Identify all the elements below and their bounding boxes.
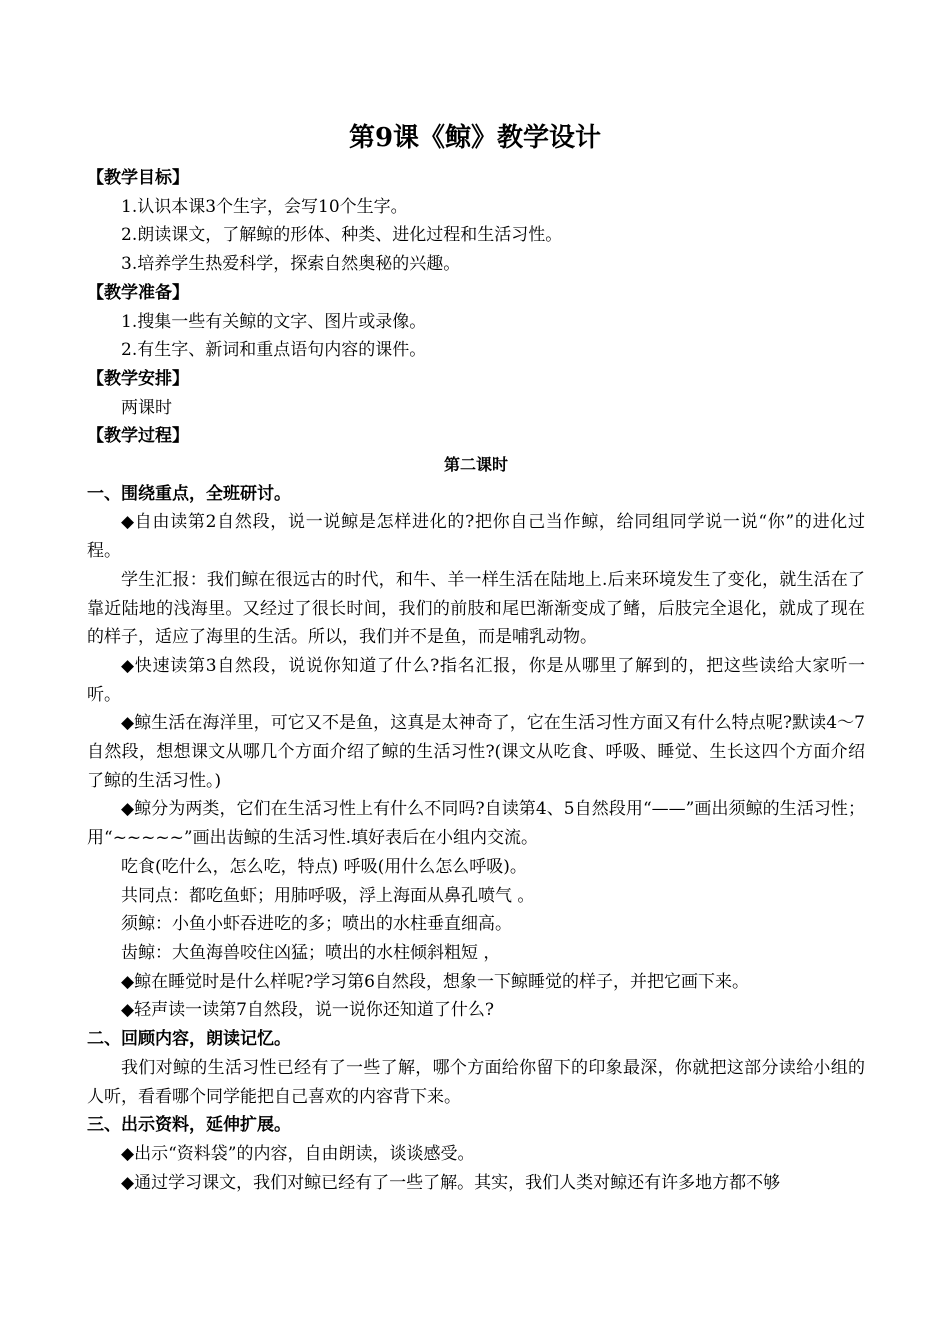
page-title: 第9课《鲸》教学设计 xyxy=(348,123,602,153)
preparation-item: 1.搜集一些有关鲸的文字、图片或录像。 xyxy=(121,311,427,332)
paragraph: 我们对鲸的生活习性已经有了一些了解，哪个方面给你留下的印象最深，你就把这部分读给小组的人听，看看哪个同学能把自己喜欢的内容背下来。 xyxy=(87,1057,865,1107)
paragraph: 共同点：都吃鱼虾；用肺呼吸，浮上海面从鼻孔喷气 。 xyxy=(121,885,535,906)
preparation-item: 2.有生字、新词和重点语句内容的课件。 xyxy=(121,340,427,361)
document-body xyxy=(87,164,865,1197)
paragraph: ◆鲸在睡觉时是什么样呢?学习第6自然段，想象一下鲸睡觉的样子，并把它画下来。 xyxy=(121,971,750,992)
goals-heading: 【教学目标】 xyxy=(87,168,189,188)
paragraph: ◆快速读第3自然段，说说你知道了什么?指名汇报，你是从哪里了解到的，把这些读给大家听一听。 xyxy=(87,655,865,705)
process-heading: 【教学过程】 xyxy=(87,426,189,447)
part3-heading: 三、出示资料，延伸扩展。 xyxy=(87,1115,291,1136)
goal-item: 3.培养学生热爱科学，探索自然奥秘的兴趣。 xyxy=(121,254,461,275)
paragraph: ◆通过学习课文，我们对鲸已经有了一些了解。其实，我们人类对鲸还有许多地方都不够 xyxy=(121,1172,781,1193)
paragraph: 学生汇报：我们鲸在很远古的时代，和牛、羊一样生活在陆地上.后来环境发生了变化，就生活在了靠近陆地的浅海里。又经过了很长时间，我们的前肢和尾巴渐渐变成了鳍，后肢完全退化，就成了现在的样子，适应了海里的生活。所以，我们并不是鱼，而是哺乳动物。 xyxy=(87,569,865,648)
goal-item: 1.认识本课3个生字，会写10个生字。 xyxy=(121,196,408,217)
paragraph: ◆轻声读一读第7自然段，说一说你还知道了什么? xyxy=(121,1000,495,1021)
goal-item: 2.朗读课文，了解鲸的形体、种类、进化过程和生活习性。 xyxy=(121,225,563,246)
paragraph: 齿鲸：大鱼海兽咬住凶猛；喷出的水柱倾斜粗短 ， xyxy=(121,942,501,963)
arrangement-heading: 【教学安排】 xyxy=(87,368,189,389)
preparation-heading: 【教学准备】 xyxy=(87,282,189,303)
paragraph: 吃食(吃什么，怎么吃，特点) 呼吸(用什么怎么呼吸)。 xyxy=(121,856,527,877)
part1-heading: 一、围绕重点，全班研讨。 xyxy=(87,483,291,504)
paragraph: ◆自由读第2自然段，说一说鲸是怎样进化的?把你自己当作鲸，给同组同学说一说“你”的进化过程。 xyxy=(87,512,865,562)
part2-heading: 二、回顾内容，朗读记忆。 xyxy=(87,1029,291,1050)
paragraph: ◆出示“资料袋”的内容，自由朗读，谈谈感受。 xyxy=(121,1143,475,1164)
paragraph: ◆鲸生活在海洋里，可它又不是鱼，这真是太神奇了，它在生活习性方面又有什么特点呢?默读4～7自然段，想想课文从哪几个方面介绍了鲸的生活习性?(课文从吃食、呼吸、睡觉、生长这四个方面介绍了鲸的生活习性。) xyxy=(87,713,865,791)
lesson-subheading: 第二课时 xyxy=(443,455,508,475)
paragraph: 须鲸：小鱼小虾吞进吃的多；喷出的水柱垂直细高。 xyxy=(121,914,512,935)
arrangement-text: 两课时 xyxy=(121,397,172,418)
paragraph: ◆鲸分为两类，它们在生活习性上有什么不同吗?自读第4、5自然段用“——”画出须鲸的生活习性；用“~~~~~”画出齿鲸的生活习性.填好表后在小组内交流。 xyxy=(87,799,865,849)
